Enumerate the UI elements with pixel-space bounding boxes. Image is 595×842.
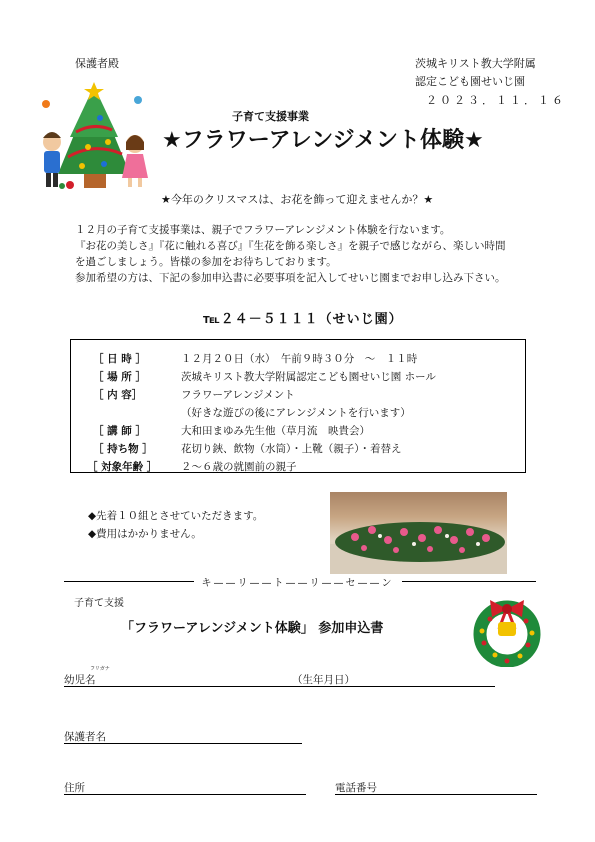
phone-label: 電話番号: [335, 782, 377, 794]
info-items: [93, 441, 402, 456]
child-name-label: 幼児名: [64, 674, 96, 686]
info-content-note: [93, 405, 411, 420]
child-name-input-line[interactable]: [64, 686, 495, 687]
info-label: ［ 内 容］: [93, 389, 143, 401]
info-value: 花切り鋏、飲物（水筒）・上靴（親子）・着替え: [181, 443, 402, 455]
wreath-icon: [468, 595, 546, 667]
info-label: ［ 場 所 ］: [93, 371, 146, 383]
form-title: 「フラワーアレンジメント体験」 参加申込書: [121, 621, 384, 636]
guardian-name-input-line[interactable]: [64, 743, 302, 744]
phone-input-line[interactable]: [335, 794, 537, 795]
christmas-tree-illustration: [38, 82, 150, 192]
note-capacity: ◆先着１０組とさせていただきます。: [88, 510, 264, 522]
info-label: ［ 日 時 ］: [93, 353, 146, 365]
info-age: [87, 459, 297, 474]
address-label: 住所: [64, 782, 85, 794]
info-content: [93, 387, 295, 402]
info-place: [93, 369, 436, 384]
info-value: １２月２０日（水） 午前９時３０分 ～ １１時: [181, 353, 418, 365]
info-instructor: [93, 423, 370, 438]
intro-line: 『お花の美しさ』『花に触れる喜び』『生花を飾る楽しさ』を親子で感じながら、楽しい時間: [75, 240, 506, 252]
info-label: ［ 持ち物 ］: [93, 443, 153, 455]
telephone-contact: ℡２４－５１１１（せいじ園）: [203, 312, 403, 327]
info-value: ２～６歳の就園前の親子: [181, 461, 297, 473]
intro-paragraph: [75, 222, 506, 286]
tagline: ★今年のクリスマスは、お花を飾って迎えませんか？★: [161, 193, 434, 206]
furigana-label: フリガナ: [90, 666, 110, 672]
intro-line: １２月の子育て支援事業は、親子でフラワーアレンジメント体験を行ないます。: [75, 224, 451, 236]
info-note: （好きな遊びの後にアレンジメントを行います）: [181, 407, 411, 419]
addressee: 保護者殿: [75, 57, 119, 70]
issue-date: ２０２３．１１．１６: [426, 94, 566, 107]
guardian-name-label: 保護者名: [64, 731, 106, 743]
subtitle: 子育て支援事業: [232, 110, 309, 123]
intro-line: を過ごしましょう。皆様の参加をお待ちしております。: [75, 256, 337, 268]
organization-line-2: 認定こども園せいじ園: [415, 75, 525, 88]
note-fee: ◆費用はかかりません。: [88, 528, 202, 540]
birthdate-label: （生年月日）: [292, 674, 355, 686]
intro-line: 参加希望の方は、下記の参加申込書に必要事項を記入してせいじ園までお申し込み下さい。: [75, 272, 506, 284]
flower-arrangement-photo: [330, 492, 507, 574]
form-subtitle: 子育て支援: [74, 598, 124, 609]
info-label: ［ 講 師 ］: [93, 425, 146, 437]
info-value: 大和田まゆみ先生他（草月流 映貴会）: [181, 425, 370, 437]
organization-line-1: 茨城キリスト教大学附属: [415, 57, 536, 70]
info-value: 茨城キリスト教大学附属認定こども園せいじ園 ホール: [181, 371, 436, 383]
info-label: ［ 対象年齢 ］: [87, 461, 158, 473]
address-input-line[interactable]: [64, 794, 306, 795]
main-title: ★フラワーアレンジメント体験★: [162, 128, 484, 153]
cut-line-label: キ——リ——ト——リ——セ——ン: [0, 574, 595, 589]
info-value: フラワーアレンジメント: [181, 389, 295, 401]
info-date: [93, 351, 417, 366]
event-details-box: [70, 339, 526, 473]
